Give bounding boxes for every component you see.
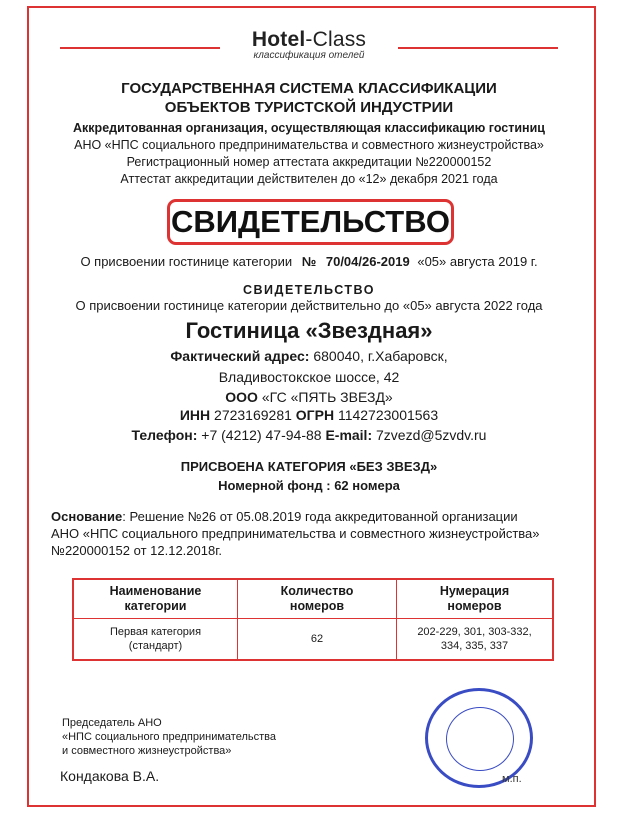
sub-heading: СВИДЕТЕЛЬСТВО [243, 283, 375, 297]
inn-ogrn-line: ИНН 2723169281 ОГРН 1142723001563 [179, 407, 439, 423]
company-line: ООО «ГС «ПЯТЬ ЗВЕЗД» [225, 389, 393, 405]
accredited-org: Аккредитованная организация, осуществляющая классификацию гостиниц [73, 121, 545, 135]
logo-subtitle: классификация отелей [253, 50, 365, 61]
cell-numbering: 202-229, 301, 303-332, 334, 335, 337 [397, 619, 554, 661]
header-count: Количество номеров [238, 579, 397, 619]
cell-count: 62 [238, 619, 397, 661]
logo: Hotel-Class [251, 28, 367, 51]
category-assigned: ПРИСВОЕНА КАТЕГОРИЯ «БЕЗ ЗВЕЗД» [180, 459, 438, 474]
validity-line: О присвоении гостинице категории действительно до «05» августа 2022 года [75, 298, 543, 313]
header-category: Наименование категории [73, 579, 238, 619]
accreditation-valid: Аттестат аккредитации действителен до «12» декабря 2021 года [120, 172, 498, 186]
header-numbering: Нумерация номеров [397, 579, 554, 619]
mp-mark: м.п. [502, 773, 522, 785]
signer-name: Кондакова В.А. [60, 768, 160, 784]
certificate-number-line: О присвоении гостинице категории № 70/04/26-2019 «05» августа 2019 г. [80, 254, 538, 269]
table-row [73, 619, 553, 661]
table-header-row [73, 579, 553, 619]
basis-block: Основание: Решение №26 от 05.08.2019 года аккредитованной организации АНО «НПС социального предпринимательства и совместного жизнеустройства» №220000152 от 12.12.2018г. [51, 509, 540, 558]
org-name: АНО «НПС социального предпринимательства и совместного жизнеустройства» [74, 138, 544, 152]
hotel-name: Гостиница «Звездная» [185, 318, 433, 343]
room-fund: Номерной фонд : 62 номера [218, 478, 400, 493]
system-title-line2: ОБЪЕКТОВ ТУРИСТСКОЙ ИНДУСТРИИ [164, 99, 454, 116]
reg-number: Регистрационный номер аттестата аккредитации №220000152 [126, 155, 492, 169]
contacts-line: Телефон: +7 (4212) 47-94-88 E-mail: 7zvezd@5zvdv.ru [131, 427, 487, 443]
cell-category: Первая категория (стандарт) [73, 619, 238, 661]
chairman-block: Председатель АНО «НПС социального предпринимательства и совместного жизнеустройства» [62, 717, 276, 757]
certificate-heading: СВИДЕТЕЛЬСТВО [167, 199, 454, 245]
address-line1: Фактический адрес: 680040, г.Хабаровск, [170, 348, 448, 364]
address-line2: Владивостокское шоссе, 42 [218, 369, 400, 385]
system-title-line1: ГОСУДАРСТВЕННАЯ СИСТЕМА КЛАССИФИКАЦИИ [121, 80, 497, 97]
category-table [72, 578, 554, 661]
